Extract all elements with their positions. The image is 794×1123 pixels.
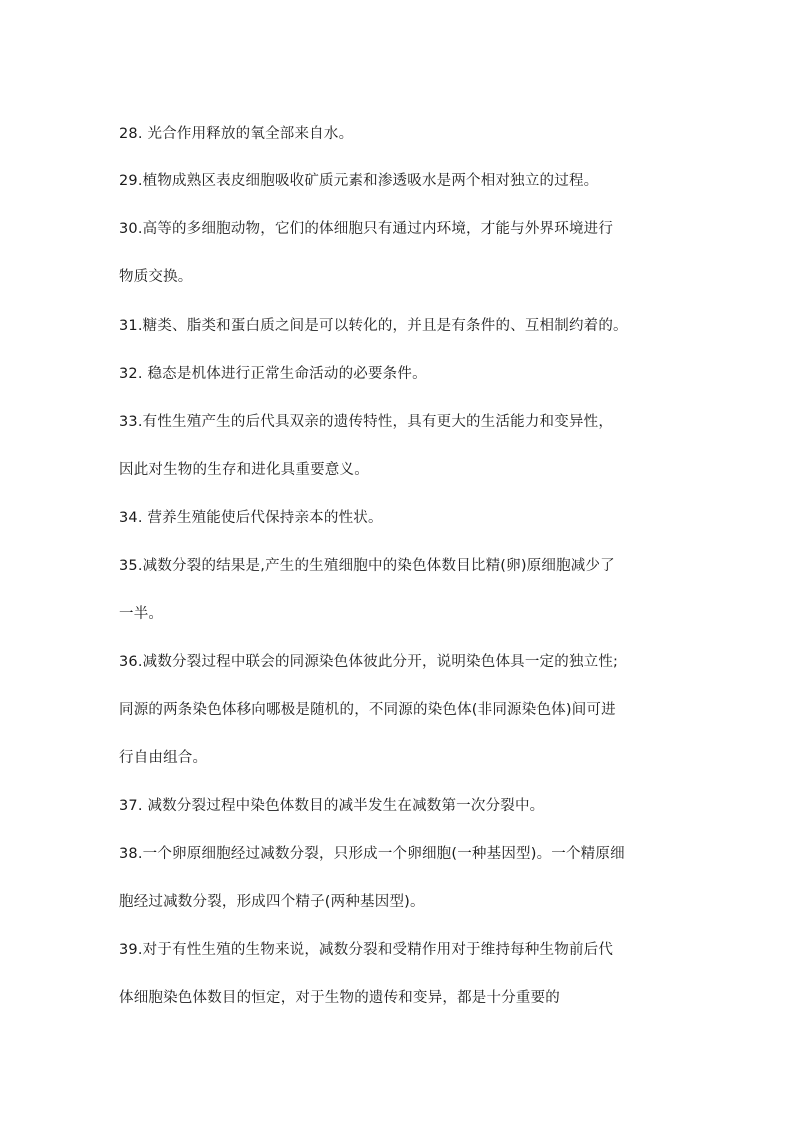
text-line-36: 36.减数分裂过程中联会的同源染色体彼此分开，说明染色体具一定的独立性; (119, 654, 619, 670)
text-line-38: 38.一个卵原细胞经过减数分裂，只形成一个卵细胞(一种基因型)。一个精原细 (119, 846, 625, 862)
text-line-34: 34. 营养生殖能使后代保持亲本的性状。 (119, 510, 383, 526)
text-line-30: 30.高等的多细胞动物，它们的体细胞只有通过内环境，才能与外界环境进行 (119, 221, 614, 237)
text-line-36-cont2: 行自由组合。 (119, 750, 208, 766)
text-line-35: 35.减数分裂的结果是,产生的生殖细胞中的染色体数目比精(卵)原细胞减少了 (119, 558, 615, 574)
text-line-33-cont: 因此对生物的生存和进化具重要意义。 (119, 462, 369, 478)
text-line-39: 39.对于有性生殖的生物来说，减数分裂和受精作用对于维持每种生物前后代 (119, 942, 614, 958)
text-line-35-cont: 一半。 (119, 606, 164, 622)
text-line-28: 28. 光合作用释放的氧全部来自水。 (119, 126, 354, 142)
text-line-31: 31.糖类、脂类和蛋白质之间是可以转化的，并且是有条件的、互相制约着的。 (119, 318, 628, 334)
text-line-39-cont: 体细胞染色体数目的恒定，对于生物的遗传和变异，都是十分重要的 (119, 990, 560, 1006)
text-line-37: 37. 减数分裂过程中染色体数目的减半发生在减数第一次分裂中。 (119, 798, 545, 814)
text-line-33: 33.有性生殖产生的后代具双亲的遗传特性，具有更大的生活能力和变异性， (119, 414, 614, 430)
text-line-38-cont: 胞经过减数分裂，形成四个精子(两种基因型)。 (119, 894, 425, 910)
text-line-29: 29.植物成熟区表皮细胞吸收矿质元素和渗透吸水是两个相对独立的过程。 (119, 173, 599, 189)
text-line-30-cont: 物质交换。 (119, 269, 193, 285)
text-line-36-cont: 同源的两条染色体移向哪极是随机的，不同源的染色体(非同源染色体)间可进 (119, 702, 616, 718)
text-line-32: 32. 稳态是机体进行正常生命活动的必要条件。 (119, 366, 427, 382)
